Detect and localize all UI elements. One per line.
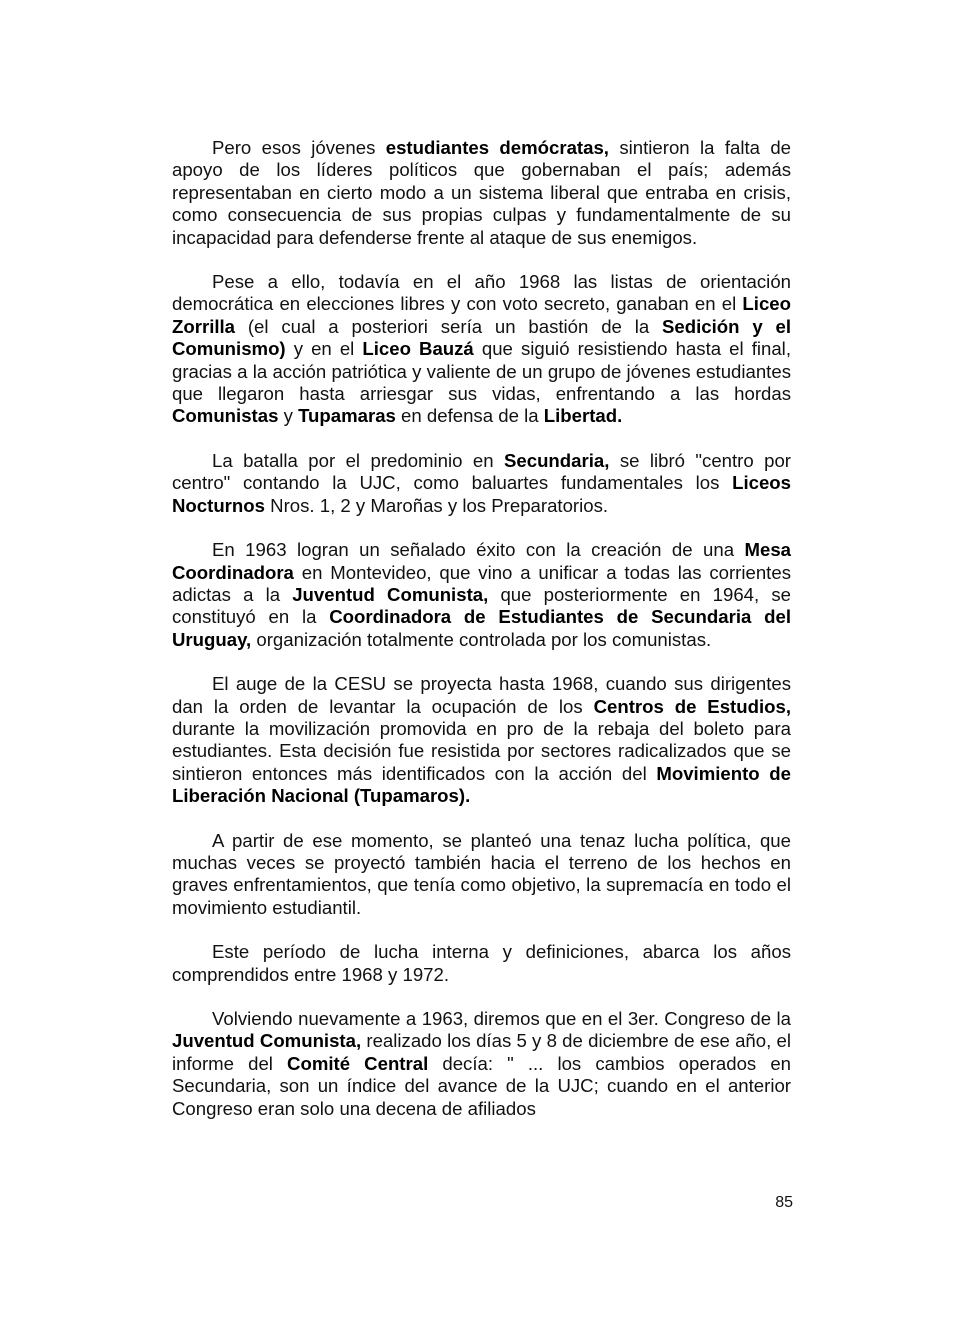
bold-text-run: Libertad. <box>543 405 623 427</box>
bold-text-run: Coordinadora de Estudiantes de Secundaria del Uruguay, <box>172 606 791 650</box>
text-run: organización totalmente controlada por los comunistas. <box>251 628 712 650</box>
bold-text-run: Liceo Zorrilla <box>172 293 791 337</box>
text-run: que posteriormente en 1964, se constituyó en la <box>172 583 791 628</box>
text-run: En 1963 logran un señalado éxito con la creación de una <box>212 539 745 561</box>
text-run: Pero esos jóvenes <box>212 137 386 158</box>
bold-text-run: Movimiento de Liberación Nacional (Tupamaros). <box>172 762 791 807</box>
paragraph <box>172 673 791 807</box>
text-run: y <box>278 405 299 427</box>
bold-text-run: Comunistas <box>172 405 279 427</box>
text-run: sintieron la falta de apoyo de los líderes políticos que gobernaban el país; además representaban en cierto modo a un sistema liberal que entraba en crisis, como consecuencia de sus propias culpas y fundamentalmente de su incapacidad para defenderse frente al ataque de sus enemigos. <box>172 137 792 248</box>
body-text <box>172 137 791 1142</box>
page-number: 85 <box>775 1194 793 1211</box>
text-run: en Montevideo, que vino a unificar a todas las corrientes adictas a la <box>172 561 791 605</box>
paragraph <box>172 539 791 651</box>
bold-text-run: Comité Central <box>287 1052 429 1074</box>
paragraph <box>172 830 791 920</box>
paragraph <box>172 941 791 986</box>
bold-text-run: Juventud Comunista, <box>292 583 489 605</box>
text-run: El auge de la CESU se proyecta hasta 1968, cuando sus dirigentes dan la orden de levantar la ocupación de los <box>172 673 791 717</box>
text-run: realizado los días 5 y 8 de diciembre de ese año, el informe del <box>172 1030 791 1074</box>
text-run: A partir de ese momento, se planteó una tenaz lucha política, que muchas veces se proyectó también hacia el terreno de los hechos en graves enfrentamientos, que tenía como objetivo, la supremacía en todo el movimiento estudiantil. <box>172 829 791 918</box>
text-run: en defensa de la <box>395 405 544 427</box>
bold-text-run: Mesa Coordinadora <box>172 539 791 583</box>
text-run: Este período de lucha interna y definiciones, abarca los años comprendidos entre 1968 y 1972. <box>172 941 791 985</box>
text-run: Pese a ello, todavía en el año 1968 las listas de orientación democrática en elecciones libres y con voto secreto, ganaban en el <box>172 271 791 315</box>
bold-text-run: Centros de Estudios, <box>593 695 791 717</box>
paragraph <box>172 1008 791 1120</box>
bold-text-run: Secundaria, <box>503 449 610 471</box>
bold-text-run: Liceo Bauzá <box>362 338 474 360</box>
text-run: se libró "centro por centro" contando la UJC, como baluartes fundamentales los <box>172 449 791 494</box>
text-run: (el cual a posteriori sería un bastión de la <box>235 315 662 337</box>
text-run: durante la movilización promovida en pro de la rebaja del boleto para estudiantes. Esta decisión fue resistida por sectores radicalizados que se sintieron entonces más identificados con la acción del <box>172 717 791 784</box>
bold-text-run: Sedición y el Comunismo) <box>172 315 791 360</box>
bold-text-run: estudiantes demócratas, <box>385 137 609 158</box>
paragraph <box>172 271 791 428</box>
text-run: Nros. 1, 2 y Maroñas y los Preparatorios. <box>264 494 609 516</box>
text-run: y en el <box>285 338 363 360</box>
bold-text-run: Juventud Comunista, <box>172 1030 362 1052</box>
text-run: que siguió resistiendo hasta el final, gracias a la acción patriótica y valiente de un grupo de jóvenes estudiantes que llegaron hasta arriesgar sus vidas, enfrentando a las hordas <box>172 338 791 405</box>
paragraph <box>172 137 791 249</box>
bold-text-run: Tupamaras <box>298 405 396 427</box>
text-run: Volviendo nuevamente a 1963, diremos que en el 3er. Congreso de la <box>212 1008 791 1029</box>
bold-text-run: Liceos Nocturnos <box>172 472 791 516</box>
paragraph <box>172 450 791 517</box>
text-run: La batalla por el predominio en <box>212 449 504 471</box>
text-run: decía: " ... los cambios operados en Secundaria, son un índice del avance de la UJC; cuando en el anterior Congreso eran solo una decena de afiliados <box>172 1052 792 1119</box>
